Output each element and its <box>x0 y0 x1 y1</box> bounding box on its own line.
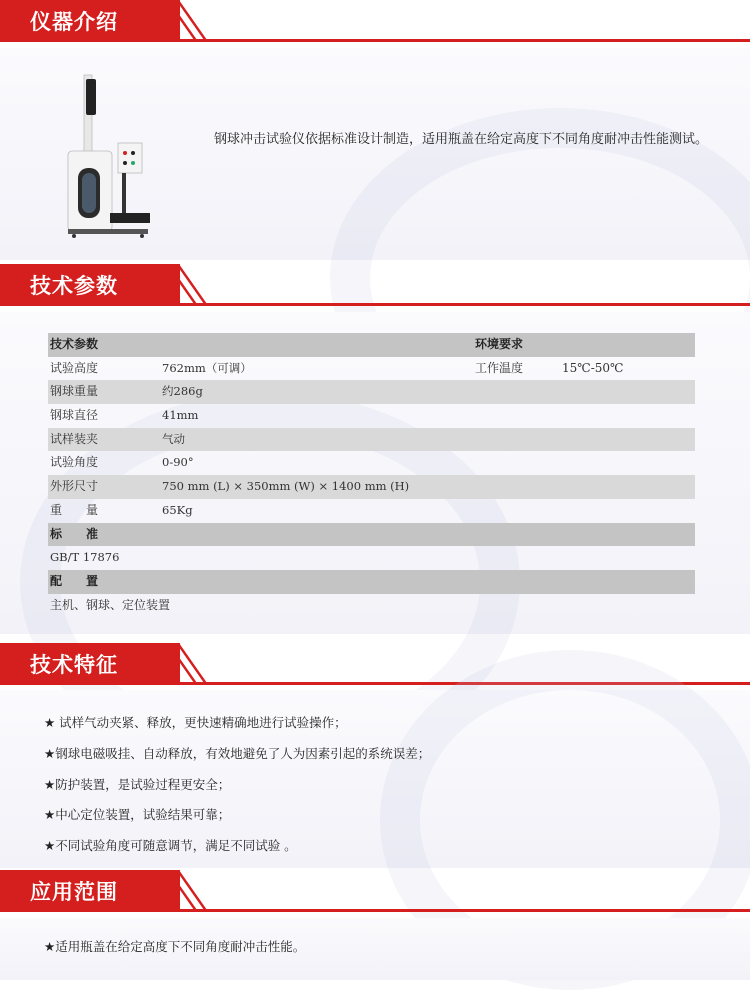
section-title-features: 技术特征 <box>30 653 118 677</box>
standard-header-row: 标 准 <box>48 523 695 547</box>
section-banner-application <box>0 870 750 912</box>
section-title-application: 应用范围 <box>30 880 118 904</box>
spec-row: 试验高度 762mm（可调） 工作温度 15℃-50℃ <box>50 360 624 375</box>
section-banner-specs <box>0 264 750 306</box>
spec-row: 钢球重量 约286g <box>48 380 695 404</box>
spec-header-row <box>48 333 695 357</box>
application-text: ★适用瓶盖在给定高度下不同角度耐冲击性能。 <box>44 939 306 954</box>
list-item: ★中心定位装置，试验结果可靠； <box>44 807 231 823</box>
standard-row: GB/T 17876 <box>50 550 120 565</box>
spec-row: 试样装夹 气动 <box>48 428 695 452</box>
spec-table <box>48 333 695 617</box>
list-item: ★防护装置，是试验过程更安全； <box>44 776 231 792</box>
feature-list <box>44 710 430 864</box>
section-title-intro: 仪器介绍 <box>30 10 118 34</box>
spec-row: 试验角度 0-90° <box>50 455 194 470</box>
list-item: ★ 试样气动夹紧、释放，更快速精确地进行试验操作； <box>44 715 347 730</box>
config-row: 主机、钢球、定位装置 <box>50 597 171 612</box>
spec-header-param: 技术参数 <box>50 337 99 351</box>
config-header-row: 配 置 <box>48 570 695 594</box>
intro-description: 钢球冲击试验仪依据标准设计制造，适用瓶盖在给定高度下不同角度耐冲击性能测试。 <box>214 132 709 147</box>
list-item: ★不同试验角度可随意调节，满足不同试验 。 <box>44 838 297 854</box>
spec-header-env: 环境要求 <box>475 337 524 351</box>
section-title-specs: 技术参数 <box>30 274 118 298</box>
section-banner-intro <box>0 0 750 42</box>
spec-row: 重 量 65Kg <box>50 502 193 517</box>
spec-row: 钢球直径 41mm <box>50 408 199 423</box>
spec-row: 外形尺寸 750 mm (L) × 350mm (W) × 1400 mm (H) <box>48 475 695 499</box>
list-item: ★钢球电磁吸挂、自动释放，有效地避免了人为因素引起的系统误差； <box>44 745 431 761</box>
impact-tester-image <box>62 73 152 238</box>
